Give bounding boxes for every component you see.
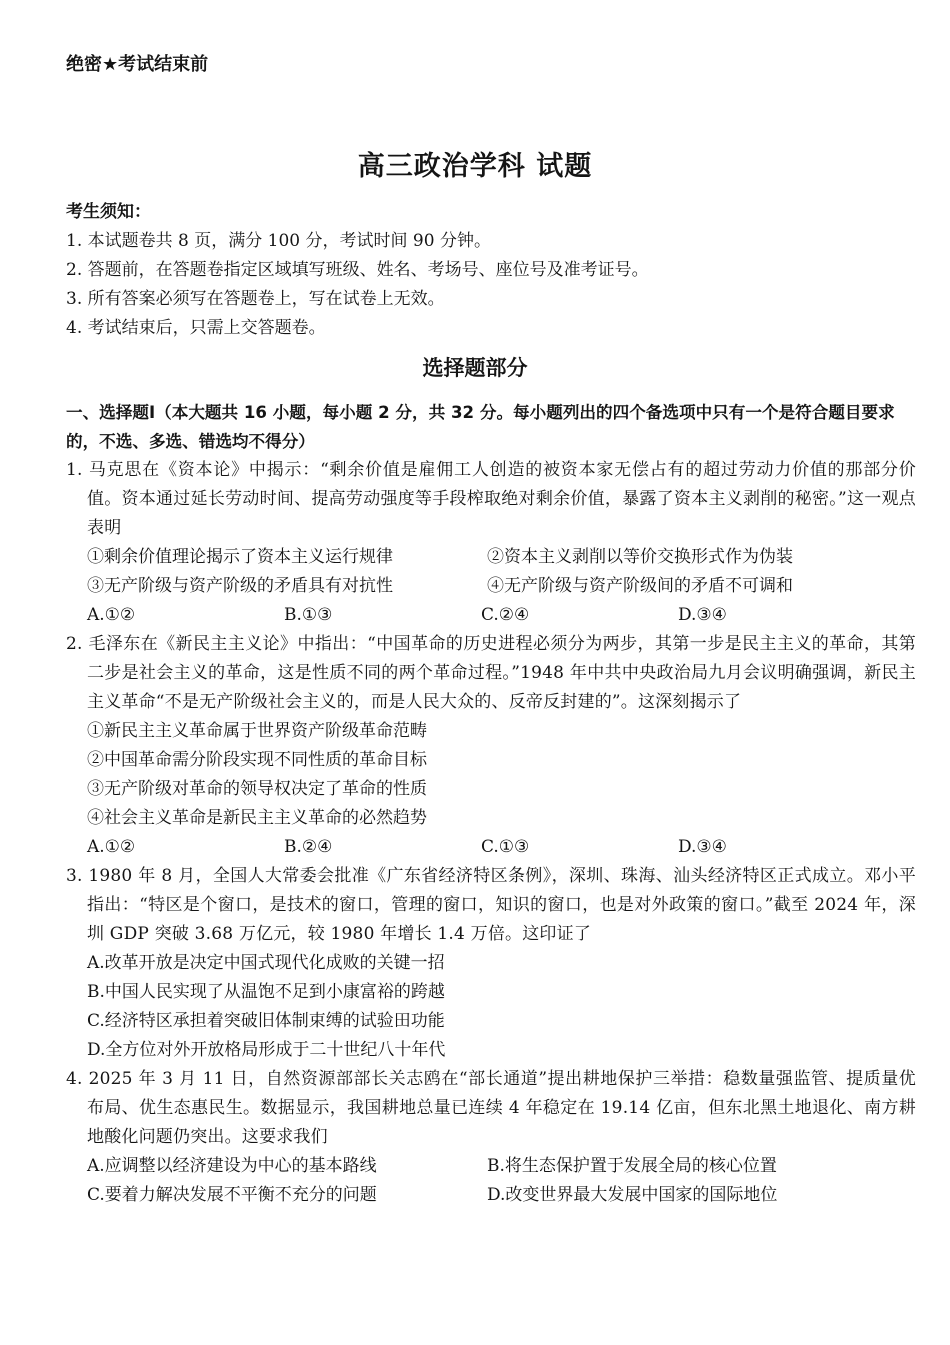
choice-c: C.经济特区承担着突破旧体制束缚的试验田功能 — [87, 1011, 445, 1031]
choice-c: C.②④ — [481, 605, 530, 625]
choice-a: A.①② — [87, 605, 136, 625]
statement: ④无产阶级与资产阶级间的矛盾不可调和 — [487, 576, 793, 596]
notice-item: 1. 本试题卷共 8 页，满分 100 分，考试时间 90 分钟。 — [66, 231, 491, 251]
choice-c: C.要着力解决发展不平衡不充分的问题 — [87, 1185, 377, 1205]
choice-c: C.①③ — [481, 837, 530, 857]
page-title: 高三政治学科 试题 — [357, 151, 593, 182]
choice-d: D.改变世界最大发展中国家的国际地位 — [487, 1185, 778, 1205]
question-stem: 3. 1980 年 8 月，全国人大常委会批准《广东省经济特区条例》，深圳、珠海、汕头经济特区正式成立。邓小平指出：“特区是个窗口，是技术的窗口，管理的窗口，知识的窗口，也是对外政策的窗口。”截至 2024 年，深圳 GDP 突破 3.68 万亿元，较 1980 年增长 1.4 万倍。这印证了 — [66, 866, 916, 944]
choice-b: B.将生态保护置于发展全局的核心位置 — [487, 1156, 777, 1176]
notice-item: 4. 考试结束后，只需上交答题卷。 — [66, 318, 326, 338]
statement: ①新民主主义革命属于世界资产阶级革命范畴 — [87, 721, 427, 741]
question-1 — [66, 456, 916, 630]
candidate-notice — [66, 198, 916, 343]
choice-a: A.①② — [87, 837, 136, 857]
choice-d: D.全方位对外开放格局形成于二十世纪八十年代 — [87, 1040, 446, 1060]
statement: ③无产阶级对革命的领导权决定了革命的性质 — [87, 779, 427, 799]
part-instructions: 一、选择题Ⅰ（本大题共 16 小题，每小题 2 分，共 32 分。每小题列出的四个备选项中只有一个是符合题目要求的，不选、多选、错选均不得分） — [66, 403, 895, 451]
statement: ①剩余价值理论揭示了资本主义运行规律 — [87, 547, 393, 567]
question-list — [66, 456, 916, 1210]
choice-b: B.中国人民实现了从温饱不足到小康富裕的跨越 — [87, 982, 445, 1002]
statement-row — [66, 543, 916, 572]
notice-item: 2. 答题前，在答题卷指定区域填写班级、姓名、考场号、座位号及准考证号。 — [66, 260, 649, 280]
notice-item: 3. 所有答案必须写在答题卷上，写在试卷上无效。 — [66, 289, 445, 309]
statement: ②中国革命需分阶段实现不同性质的革命目标 — [87, 750, 427, 770]
choice-row — [66, 1152, 916, 1181]
statement: ②资本主义剥削以等价交换形式作为伪装 — [487, 547, 793, 567]
choice-a: A.改革开放是决定中国式现代化成败的关键一招 — [87, 953, 445, 973]
choice-b: B.②④ — [284, 837, 333, 857]
notice-heading: 考生须知： — [66, 202, 151, 222]
question-4 — [66, 1065, 916, 1210]
statement: ④社会主义革命是新民主主义革命的必然趋势 — [87, 808, 427, 828]
question-3 — [66, 862, 916, 1065]
choice-row — [66, 1181, 916, 1210]
question-2 — [66, 630, 916, 862]
statement: ③无产阶级与资产阶级的矛盾具有对抗性 — [87, 576, 393, 596]
question-stem: 1. 马克思在《资本论》中揭示：“剩余价值是雇佣工人创造的被资本家无偿占有的超过劳动力价值的那部分价值。资本通过延长劳动时间、提高劳动强度等手段榨取绝对剩余价值，暴露了资本主义剥削的秘密。”这一观点表明 — [66, 460, 916, 538]
question-stem: 4. 2025 年 3 月 11 日，自然资源部部长关志鸥在“部长通道”提出耕地保护三举措：稳数量强监管、提质量优布局、优生态惠民生。数据显示，我国耕地总量已连续 4 年稳定在 19.14 亿亩，但东北黑土地退化、南方耕地酸化问题仍突出。这要求我们 — [66, 1069, 916, 1147]
section-title: 选择题部分 — [422, 356, 528, 380]
confidential-label: 绝密★考试结束前 — [66, 54, 209, 75]
choice-d: D.③④ — [678, 605, 727, 625]
question-stem: 2. 毛泽东在《新民主主义论》中指出：“中国革命的历史进程必须分为两步，其第一步是民主主义的革命，其第二步是社会主义的革命，这是性质不同的两个革命过程。”1948 年中共中央政治局九月会议明确强调，新民主主义革命“不是无产阶级社会主义的，而是人民大众的、反帝反封建的”。这深刻揭示了 — [66, 634, 916, 712]
choice-a: A.应调整以经济建设为中心的基本路线 — [87, 1156, 377, 1176]
choice-row — [66, 833, 916, 862]
choice-d: D.③④ — [678, 837, 727, 857]
statement-row — [66, 572, 916, 601]
choice-row — [66, 601, 916, 630]
choice-b: B.①③ — [284, 605, 333, 625]
